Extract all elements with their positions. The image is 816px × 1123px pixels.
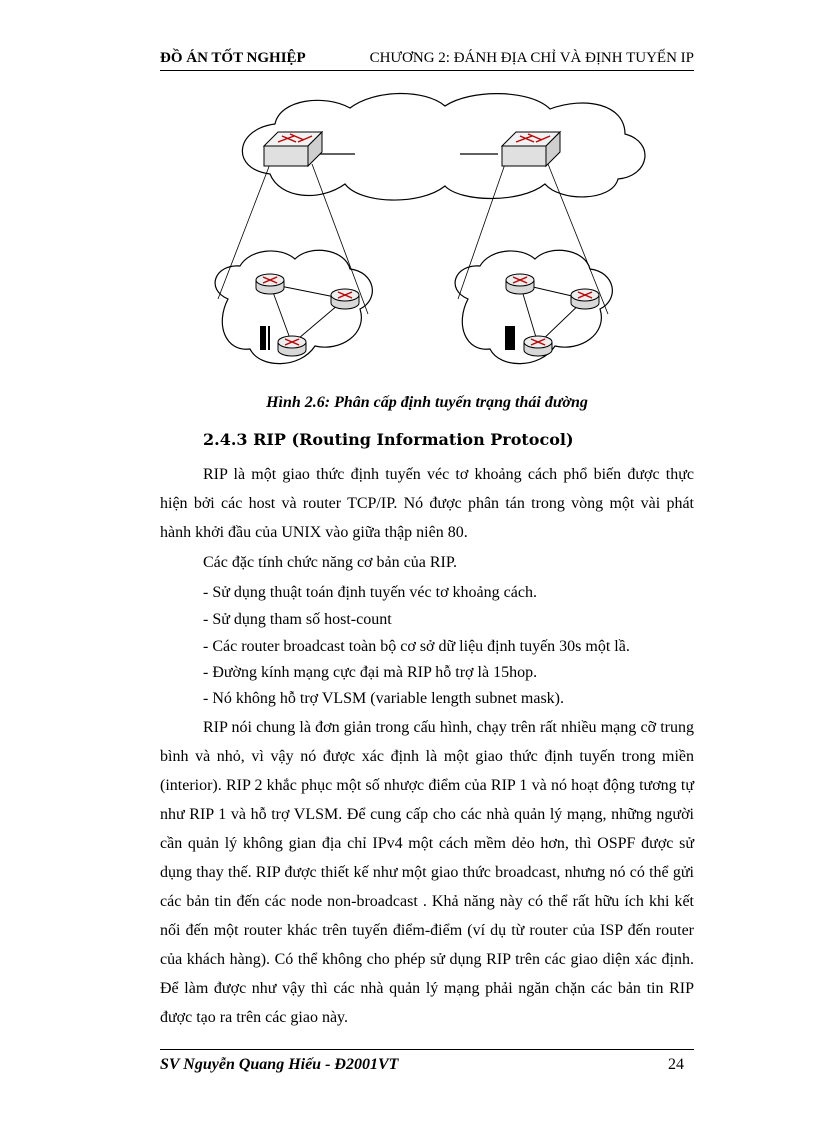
left-router-c-icon bbox=[278, 336, 306, 356]
left-router-b-icon bbox=[331, 289, 359, 309]
feature-item: - Sử dụng thuật toán định tuyến véc tơ khoảng cách. bbox=[203, 584, 537, 601]
right-host-icon bbox=[505, 326, 515, 350]
section-heading: 2.4.3 RIP (Routing Information Protocol) bbox=[203, 430, 574, 449]
feature-item: - Các router broadcast toàn bộ cơ sở dữ liệu định tuyến 30s một lầ. bbox=[203, 638, 630, 655]
left-router-a-icon bbox=[256, 274, 284, 294]
page-number: 24 bbox=[668, 1056, 684, 1073]
features-title: Các đặc tính chức năng cơ bản của RIP. bbox=[203, 554, 457, 571]
header-thesis-label: ĐỒ ÁN TỐT NGHIỆP bbox=[160, 50, 306, 66]
right-router-a-icon bbox=[506, 274, 534, 294]
feature-item: - Nó không hỗ trợ VLSM (variable length subnet mask). bbox=[203, 690, 564, 707]
intro-paragraph: RIP là một giao thức định tuyến véc tơ khoảng cách phổ biến được thực hiện bởi các host và router TCP/IP. Nó được phân tán trong vòng một vài phát hành khởi đầu của UNIX vào giữa thập niên 80. bbox=[160, 466, 694, 541]
header-chapter-title: CHƯƠNG 2: ĐÁNH ĐỊA CHỈ VÀ ĐỊNH TUYẾN IP bbox=[369, 50, 694, 66]
footer-author: SV Nguyễn Quang Hiếu - Đ2001VT bbox=[160, 1056, 399, 1073]
left-host-icon bbox=[260, 326, 266, 350]
page-header bbox=[160, 46, 694, 71]
right-router-b-icon bbox=[571, 289, 599, 309]
detail-paragraph: RIP nói chung là đơn giản trong cấu hình, chạy trên rất nhiều mạng cỡ trung bình và nhỏ, vì vậy nó được xác định là một giao thức định tuyến trong miền (interior). RIP 2 khắc phục một số nhược điểm của RIP 1 và nó hoạt động tương tự như RIP 1 và hỗ trợ VLSM. Để cung cấp cho các nhà quản lý mạng, những người cần quản lý không gian địa chỉ IPv4 một cách mềm dẻo hơn, thì OSPF được sử dụng thay thế. RIP được thiết kế như một giao thức broadcast, nhưng nó có thể gửi các bản tin đến các node non-broadcast . Khả năng này có thể rất hữu ích khi kết nối đến một router khác trên tuyến điểm-điểm (ví dụ từ router của ISP đến router của khách hàng). Có thể không cho phép sử dụng RIP trên các giao diện xác định. Để làm được như vậy thì các nhà quản lý mạng phải ngăn chặn các bản tin RIP được tạo ra trên các giao này. bbox=[160, 719, 694, 1026]
feature-item: - Sử dụng tham số host-count bbox=[203, 611, 392, 628]
left-backbone-switch-icon bbox=[264, 132, 322, 166]
figure-caption: Hình 2.6: Phân cấp định tuyến trạng thái đường bbox=[266, 394, 588, 411]
routing-hierarchy-figure bbox=[200, 84, 670, 384]
page-footer bbox=[160, 1049, 694, 1073]
feature-item: - Đường kính mạng cực đại mà RIP hỗ trợ là 15hop. bbox=[203, 664, 538, 681]
right-backbone-switch-icon bbox=[502, 132, 560, 166]
right-router-c-icon bbox=[524, 336, 552, 356]
